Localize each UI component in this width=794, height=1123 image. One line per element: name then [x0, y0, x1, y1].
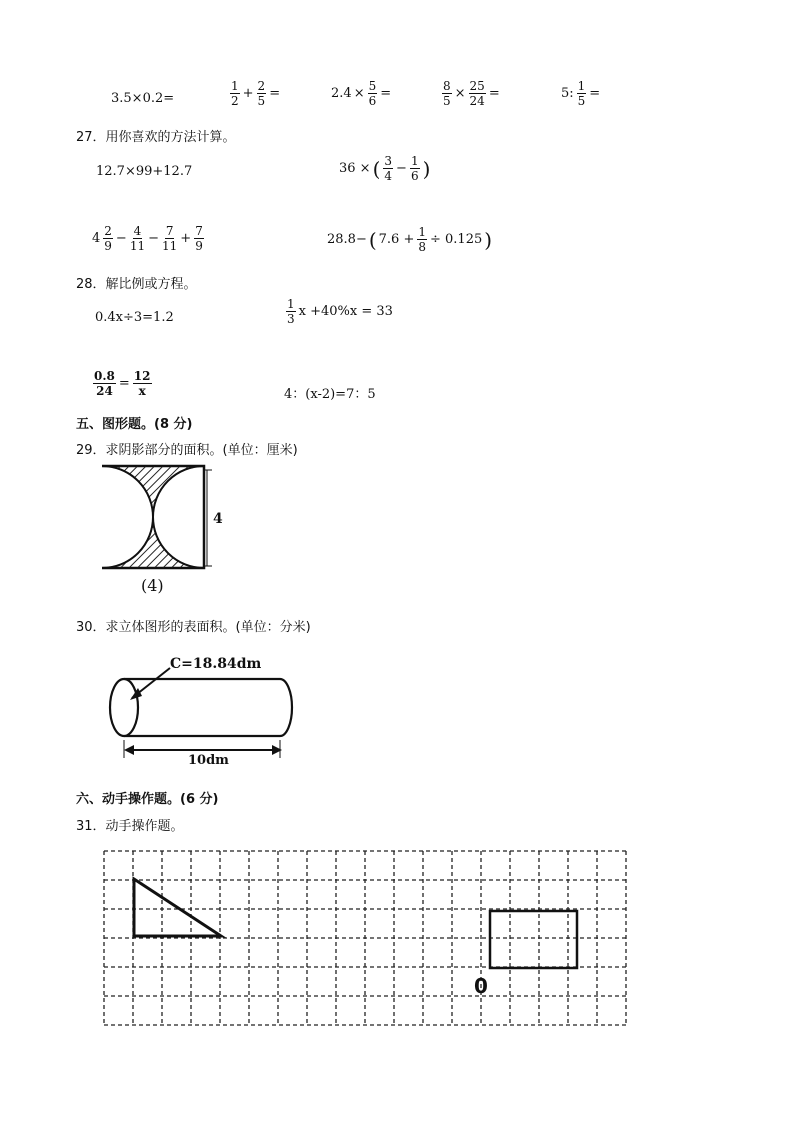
fraction: $\frac{1}{3}$ — [287, 297, 295, 326]
question-28-title: 28．解比例或方程。 — [76, 277, 197, 292]
fraction: $\frac{3}{4}$ — [384, 154, 393, 183]
fraction: $\frac{8}{5}$ — [443, 79, 451, 108]
fraction: $\frac{12}{x}$ — [133, 369, 151, 398]
q27-expr-2: 36 × ( $\frac{3}{4}$ − $\frac{1}{6}$ ) — [339, 154, 431, 183]
fraction: $\frac{25}{24}$ — [469, 79, 485, 108]
fraction: $\frac{1}{8}$ — [418, 225, 426, 254]
length-label: 10dm — [188, 753, 229, 768]
q27-expr-4: 28.8− ( 7.6 + $\frac{1}{8}$ ÷ 0.125 ) — [327, 225, 493, 254]
fraction: $\frac{4}{11}$ — [129, 224, 146, 253]
dimension-label: 4 — [213, 511, 223, 527]
fraction: $\frac{1}{6}$ — [410, 154, 419, 183]
question-27-title: 27．用你喜欢的方法计算。 — [76, 130, 236, 145]
fraction: $\frac{2}{9}$ — [104, 224, 112, 253]
fraction: $\frac{2}{5}$ — [257, 79, 266, 108]
q28-eq-4: 4：(x-2)=7：5 — [284, 387, 376, 402]
calc-4: $\frac{8}{5}$ × $\frac{25}{24}$ = — [443, 79, 500, 108]
fraction: $\frac{7}{9}$ — [195, 224, 203, 253]
circumference-label: C=18.84dm — [170, 656, 262, 672]
fraction: $\frac{1}{2}$ — [231, 79, 239, 108]
question-29-title: 29．求阴影部分的面积。(单位：厘米) — [76, 443, 298, 458]
shaded-area-figure — [94, 458, 234, 598]
section-5-title: 五、图形题。(8 分) — [76, 417, 193, 432]
fraction: $\frac{7}{11}$ — [162, 224, 178, 253]
dashed-grid — [100, 845, 645, 1035]
origin-label: 0 — [474, 974, 488, 998]
figure-caption: (4) — [141, 576, 164, 595]
section-6-title: 六、动手操作题。(6 分) — [76, 792, 219, 807]
calc-2: $\frac{1}{2}$ + $\frac{2}{5}$ = — [231, 79, 281, 108]
q27-expr-1: 12.7×99+12.7 — [96, 164, 193, 179]
fraction: $\frac{1}{5}$ — [577, 79, 586, 108]
question-30-title: 30．求立体图形的表面积。(单位：分米) — [76, 620, 311, 635]
question-31-title: 31．动手操作题。 — [76, 819, 184, 834]
calc-3: 2.4 × $\frac{5}{6}$ = — [331, 79, 392, 108]
fraction: $\frac{5}{6}$ — [368, 79, 377, 108]
q28-eq-1: 0.4x÷3=1.2 — [95, 310, 174, 325]
q28-eq-2: $\frac{1}{3}$ x +40%x = 33 — [287, 297, 393, 326]
q28-eq-3: $\frac{0.8}{24}$ = $\frac{12}{x}$ — [94, 369, 151, 398]
calc-1: 3.5×0.2= — [111, 91, 175, 106]
calc-5: 5: $\frac{1}{5}$ = — [561, 79, 601, 108]
fraction: $\frac{0.8}{24}$ — [94, 369, 115, 398]
q27-expr-3: 4 $\frac{2}{9}$ − $\frac{4}{11}$ − $\frac{7}{11}$ + $\frac{7}{9}$ — [92, 224, 203, 253]
